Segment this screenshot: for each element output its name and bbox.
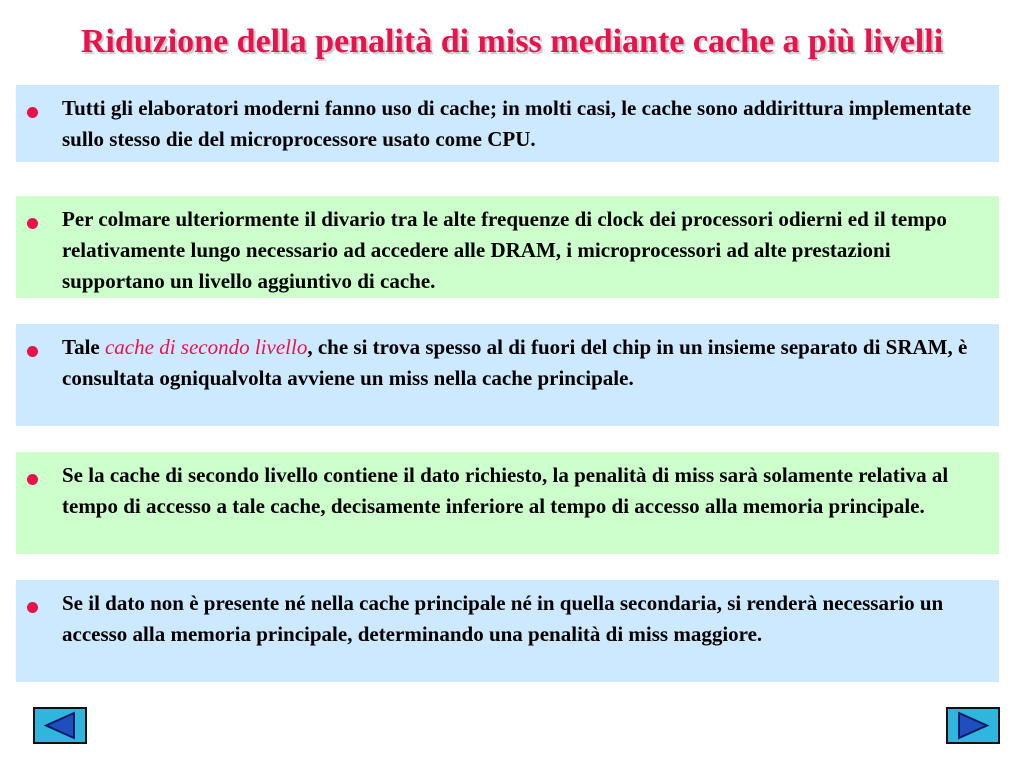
bullet-text-1: Tutti gli elaboratori moderni fanno uso di cache; in molti casi, le cache sono addirittura implementate sullo stesso die del microprocessore usato come CPU. xyxy=(62,96,972,151)
triangle-right-icon xyxy=(948,709,998,742)
bullet-text-3-prefix: Tale xyxy=(62,335,105,359)
bullet-dot xyxy=(27,218,38,229)
bullet-dot xyxy=(27,346,38,357)
bullet-dot xyxy=(27,107,38,118)
triangle-left-icon xyxy=(35,709,85,742)
bullet-text-2: Per colmare ulteriormente il divario tra le alte frequenze di clock dei processori odierni ed il tempo relativamente lungo necessario ad accedere alle DRAM, i microprocessori ad alte prestazioni supportano un livello aggiuntivo di cache. xyxy=(62,207,947,293)
bullet-box-4 xyxy=(16,452,999,554)
slide-title: Riduzione della penalità di miss mediante cache a più livelli xyxy=(80,23,944,60)
bullet-box-1 xyxy=(16,85,999,162)
bullet-box-3 xyxy=(16,324,999,426)
bullet-dot xyxy=(27,474,38,485)
bullet-text-3-emphasis: cache di secondo livello xyxy=(104,335,308,359)
bullet-text-3-suffix: , che si trova spesso al di fuori del chip in un insieme separato di SRAM, è consultata ogniqualvolta avviene un miss nella cache principale. xyxy=(62,335,968,390)
bullet-box-2 xyxy=(16,196,999,298)
bullet-box-5 xyxy=(16,580,999,682)
next-slide-button[interactable] xyxy=(946,707,1000,744)
bullet-text-5: Se il dato non è presente né nella cache principale né in quella secondaria, si renderà necessario un accesso alla memoria principale, determinando una penalità di miss maggiore. xyxy=(62,591,944,646)
bullet-dot xyxy=(27,602,38,613)
previous-slide-button[interactable] xyxy=(33,707,87,744)
bullet-text-4: Se la cache di secondo livello contiene il dato richiesto, la penalità di miss sarà solamente relativa al tempo di accesso a tale cache, decisamente inferiore al tempo di accesso alla memoria principale. xyxy=(62,463,949,518)
